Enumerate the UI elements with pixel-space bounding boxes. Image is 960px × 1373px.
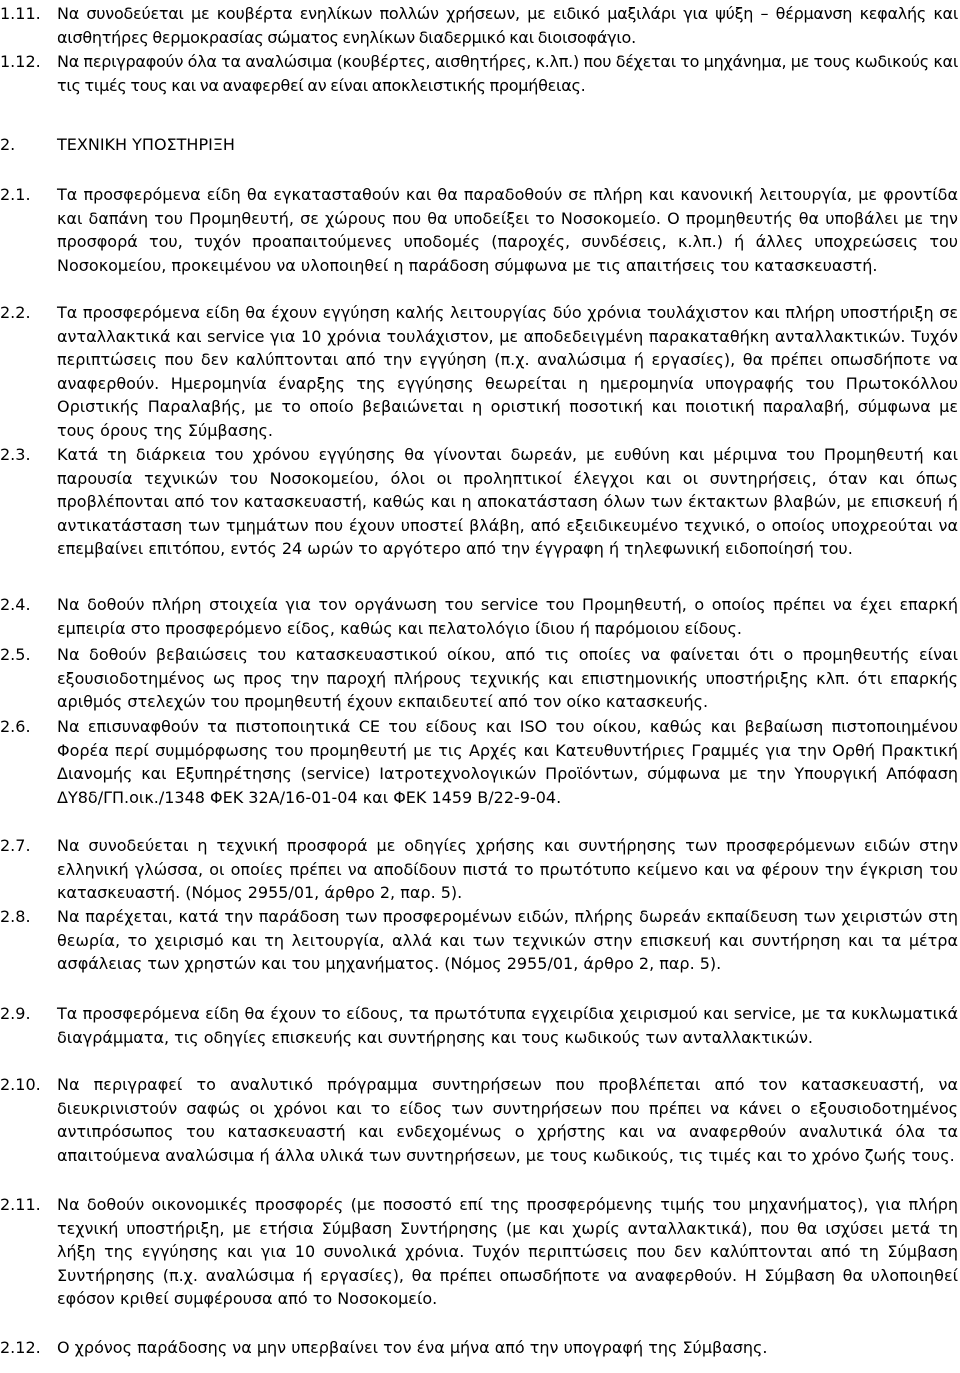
- clause-number: 2.1.: [0, 185, 31, 204]
- section-number: 2.: [0, 135, 16, 154]
- clause-number: 2.10.: [0, 1075, 41, 1094]
- clause-2-7: [0, 834, 958, 905]
- clause-number: 2.4.: [0, 595, 31, 614]
- clause-text: Να συνοδεύεται η τεχνική προσφορά με οδηγίες χρήσης και συντήρησης των προσφερόμενων ειδών στην ελληνική γλώσσα, οι οποίες πρέπει να αποδίδουν πιστά το πρωτότυπο κείμενο και να φέρουν την έγκριση του κατασκευαστή. (Νόμος 2955/01, άρθρο 2, παρ. 5).: [57, 836, 958, 903]
- clause-number: 1.12.: [0, 52, 41, 71]
- clause-text: Να συνοδεύεται με κουβέρτα ενηλίκων πολλών χρήσεων, με ειδικό μαξιλάρι για ψύξη – θέρμανση κεφαλής και αισθητήρες θερμοκρασίας σώματος ενηλίκων διαδερμικό και διοισοφάγιο.: [57, 4, 958, 47]
- clause-2-6: [0, 715, 958, 809]
- clause-text: Κατά τη διάρκεια του χρόνου εγγύησης θα γίνονται δωρεάν, με ευθύνη και μέριμνα του Προμηθευτή και παρουσία τεχνικών του Νοσοκομείου, όλοι οι προληπτικοί έλεγχοι και οι συντηρήσεις, όταν και όπως προβλέπονται από τον κατασκευαστή, καθώς και η αποκατάσταση όλων των έκτακτων βλαβών, με επισκευή ή αντικατάσταση των τμημάτων που έχουν υποστεί βλάβη, από εξειδικευμένο τεχνικό, ο οποίος υποχρεούται να επεμβαίνει επιτόπου, εντός 24 ωρών το αργότερο από την έγγραφη ή τηλεφωνική ειδοποίησή του.: [57, 445, 958, 559]
- clause-number: 2.9.: [0, 1004, 31, 1023]
- clause-text: Να περιγραφούν όλα τα αναλώσιμα (κουβέρτες, αισθητήρες, κ.λπ.) που δέχεται το μηχάνημα, με τους κωδικούς και τις τιμές τους και να αναφερθεί αν είναι αποκλειστικής προμήθειας.: [57, 52, 958, 95]
- clause-text: Να επισυναφθούν τα πιστοποιητικά CE του είδους και ISO του οίκου, καθώς και βεβαίωση πιστοποιημένου Φορέα περί συμμόρφωσης του προμηθευτή με τις Αρχές και Κατευθυντήριες Γραμμές για την Ορθή Πρακτική Διανομής και Εξυπηρέτησης (service) Ιατροτεχνολογικών Προϊόντων, σύμφωνα με την Υπουργική Απόφαση ΔΥ8δ/ΓΠ.οικ./1348 ΦΕΚ 32Α/16-01-04 και ΦΕΚ 1459 Β/22-9-04.: [57, 717, 958, 807]
- clause-2-1: [0, 183, 958, 277]
- clause-text: Τα προσφερόμενα είδη θα έχουν το είδους, τα πρωτότυπα εγχειρίδια χειρισμού και service, με τα κυκλωματικά διαγράμματα, τις οδηγίες επισκευής και συντήρησης και τους κωδικούς των ανταλλακτικών.: [57, 1004, 958, 1047]
- clause-number: 2.3.: [0, 445, 31, 464]
- clause-text: Τα προσφερόμενα είδη θα έχουν εγγύηση καλής λειτουργίας δύο χρόνια τουλάχιστον και πλήρη υποστήριξη σε ανταλλακτικά και service για 10 χρόνια τουλάχιστον, με αποδεδειγμένη παρακαταθήκη ανταλλακτικών. Τυχόν περιπτώσεις που δεν καλύπτονται από την εγγύηση (π.χ. αναλώσιμα ή εργασίες), θα πρέπει οπωσδήποτε να αναφερθούν. Ημερομηνία έναρξης της εγγύησης θεωρείται η ημερομηνία υπογραφής του Πρωτοκόλλου Οριστικής Παραλαβής, με το οποίο βεβαιώνεται η οριστική ποσοτική και ποιοτική παραλαβή, σύμφωνα με τους όρους της Σύμβασης.: [57, 303, 958, 440]
- clause-number: 2.6.: [0, 717, 31, 736]
- clause-text: Να δοθούν πλήρη στοιχεία για τον οργάνωση του service του Προμηθευτή, ο οποίος πρέπει να έχει επαρκή εμπειρία στο προσφερόμενο είδος, καθώς και πελατολόγιο ίδιου ή παρόμοιου είδους.: [57, 595, 958, 638]
- clause-2-11: [0, 1193, 958, 1311]
- clause-1-12: [0, 50, 958, 97]
- clause-text: Να περιγραφεί το αναλυτικό πρόγραμμα συντηρήσεων που προβλέπεται από τον κατασκευαστή, να διευκρινιστούν σαφώς οι χρόνοι και το είδος των συντηρήσεων που πρέπει να κάνει ο εξουσιοδοτημένος αντιπρόσωπος του κατασκευαστή και ενδεχομένως ο χρήστης και να αναφερθούν αναλυτικά όλα τα απαιτούμενα αναλώσιμα ή άλλα υλικά των συντηρήσεων, με τους κωδικούς, τις τιμές και το χρόνο ζωής τους.: [57, 1075, 958, 1165]
- clause-number: 2.11.: [0, 1195, 41, 1214]
- clause-number: 2.7.: [0, 836, 31, 855]
- clause-number: 2.12.: [0, 1338, 41, 1357]
- clause-text: Να δοθούν οικονομικές προσφορές (με ποσοστό επί της προσφερόμενης τιμής του μηχανήματος), για πλήρη τεχνική υποστήριξη, με ετήσια Σύμβαση Συντήρησης (με και χωρίς ανταλλακτικά), που θα ισχύσει μετά τη λήξη της εγγύησης και για 10 συνολικά χρόνια. Τυχόν περιπτώσεις που δεν καλύπτονται από τη Σύμβαση Συντήρησης (π.χ. αναλώσιμα ή εργασίες), θα πρέπει οπωσδήποτε να αναφερθούν. Η Σύμβαση θα υλοποιηθεί εφόσον κριθεί συμφέρουσα από το Νοσοκομείο.: [57, 1195, 958, 1309]
- clause-2-12: [0, 1336, 958, 1360]
- clause-2-3: [0, 443, 958, 561]
- clause-text: Τα προσφερόμενα είδη θα εγκατασταθούν και θα παραδοθούν σε πλήρη και κανονική λειτουργία, με φροντίδα και δαπάνη του Προμηθευτή, σε χώρους που θα υποδείξει το Νοσοκομείο. Ο προμηθευτής θα υποβάλει με την προσφορά του, τυχόν προαπαιτούμενες υποδομές (παροχές, συνδέσεις, κ.λπ.) ή άλλες υποχρεώσεις του Νοσοκομείου, προκειμένου να υλοποιηθεί η παράδοση σύμφωνα με τις απαιτήσεις του κατασκευαστή.: [57, 185, 958, 275]
- clause-2-5: [0, 643, 958, 714]
- clause-2-10: [0, 1073, 958, 1167]
- clause-2-8: [0, 905, 958, 976]
- clause-number: 1.11.: [0, 4, 41, 23]
- clause-number: 2.8.: [0, 907, 31, 926]
- clause-2-4: [0, 593, 958, 640]
- clause-text: Να παρέχεται, κατά την παράδοση των προσφερομένων ειδών, πλήρης δωρεάν εκπαίδευση των χειριστών στη θεωρία, το χειρισμό και τη λειτουργία, αλλά και των τεχνικών στην επισκευή και συντήρηση και τα μέτρα ασφάλειας των χρηστών και του μηχανήματος. (Νόμος 2955/01, άρθρο 2, παρ. 5).: [57, 907, 958, 974]
- clause-2-9: [0, 1002, 958, 1049]
- clause-text: Ο χρόνος παράδοσης να μην υπερβαίνει τον ένα μήνα από την υπογραφή της Σύμβασης.: [57, 1338, 768, 1357]
- clause-number: 2.2.: [0, 303, 31, 322]
- clause-text: Να δοθούν βεβαιώσεις του κατασκευαστικού οίκου, από τις οποίες να φαίνεται ότι ο προμηθευτής είναι εξουσιοδοτημένος ως προς την παροχή πλήρους τεχνικής και επιστημονικής υποστήριξης κλπ. ότι επαρκής αριθμός στελεχών του προμηθευτή έχουν εκπαιδευτεί από τον οίκο κατασκευής.: [57, 645, 958, 712]
- clause-1-11: [0, 2, 958, 49]
- section-title: ΤΕΧΝΙΚΗ ΥΠΟΣΤΗΡΙΞΗ: [57, 135, 235, 154]
- clause-number: 2.5.: [0, 645, 31, 664]
- clause-2-2: [0, 301, 958, 443]
